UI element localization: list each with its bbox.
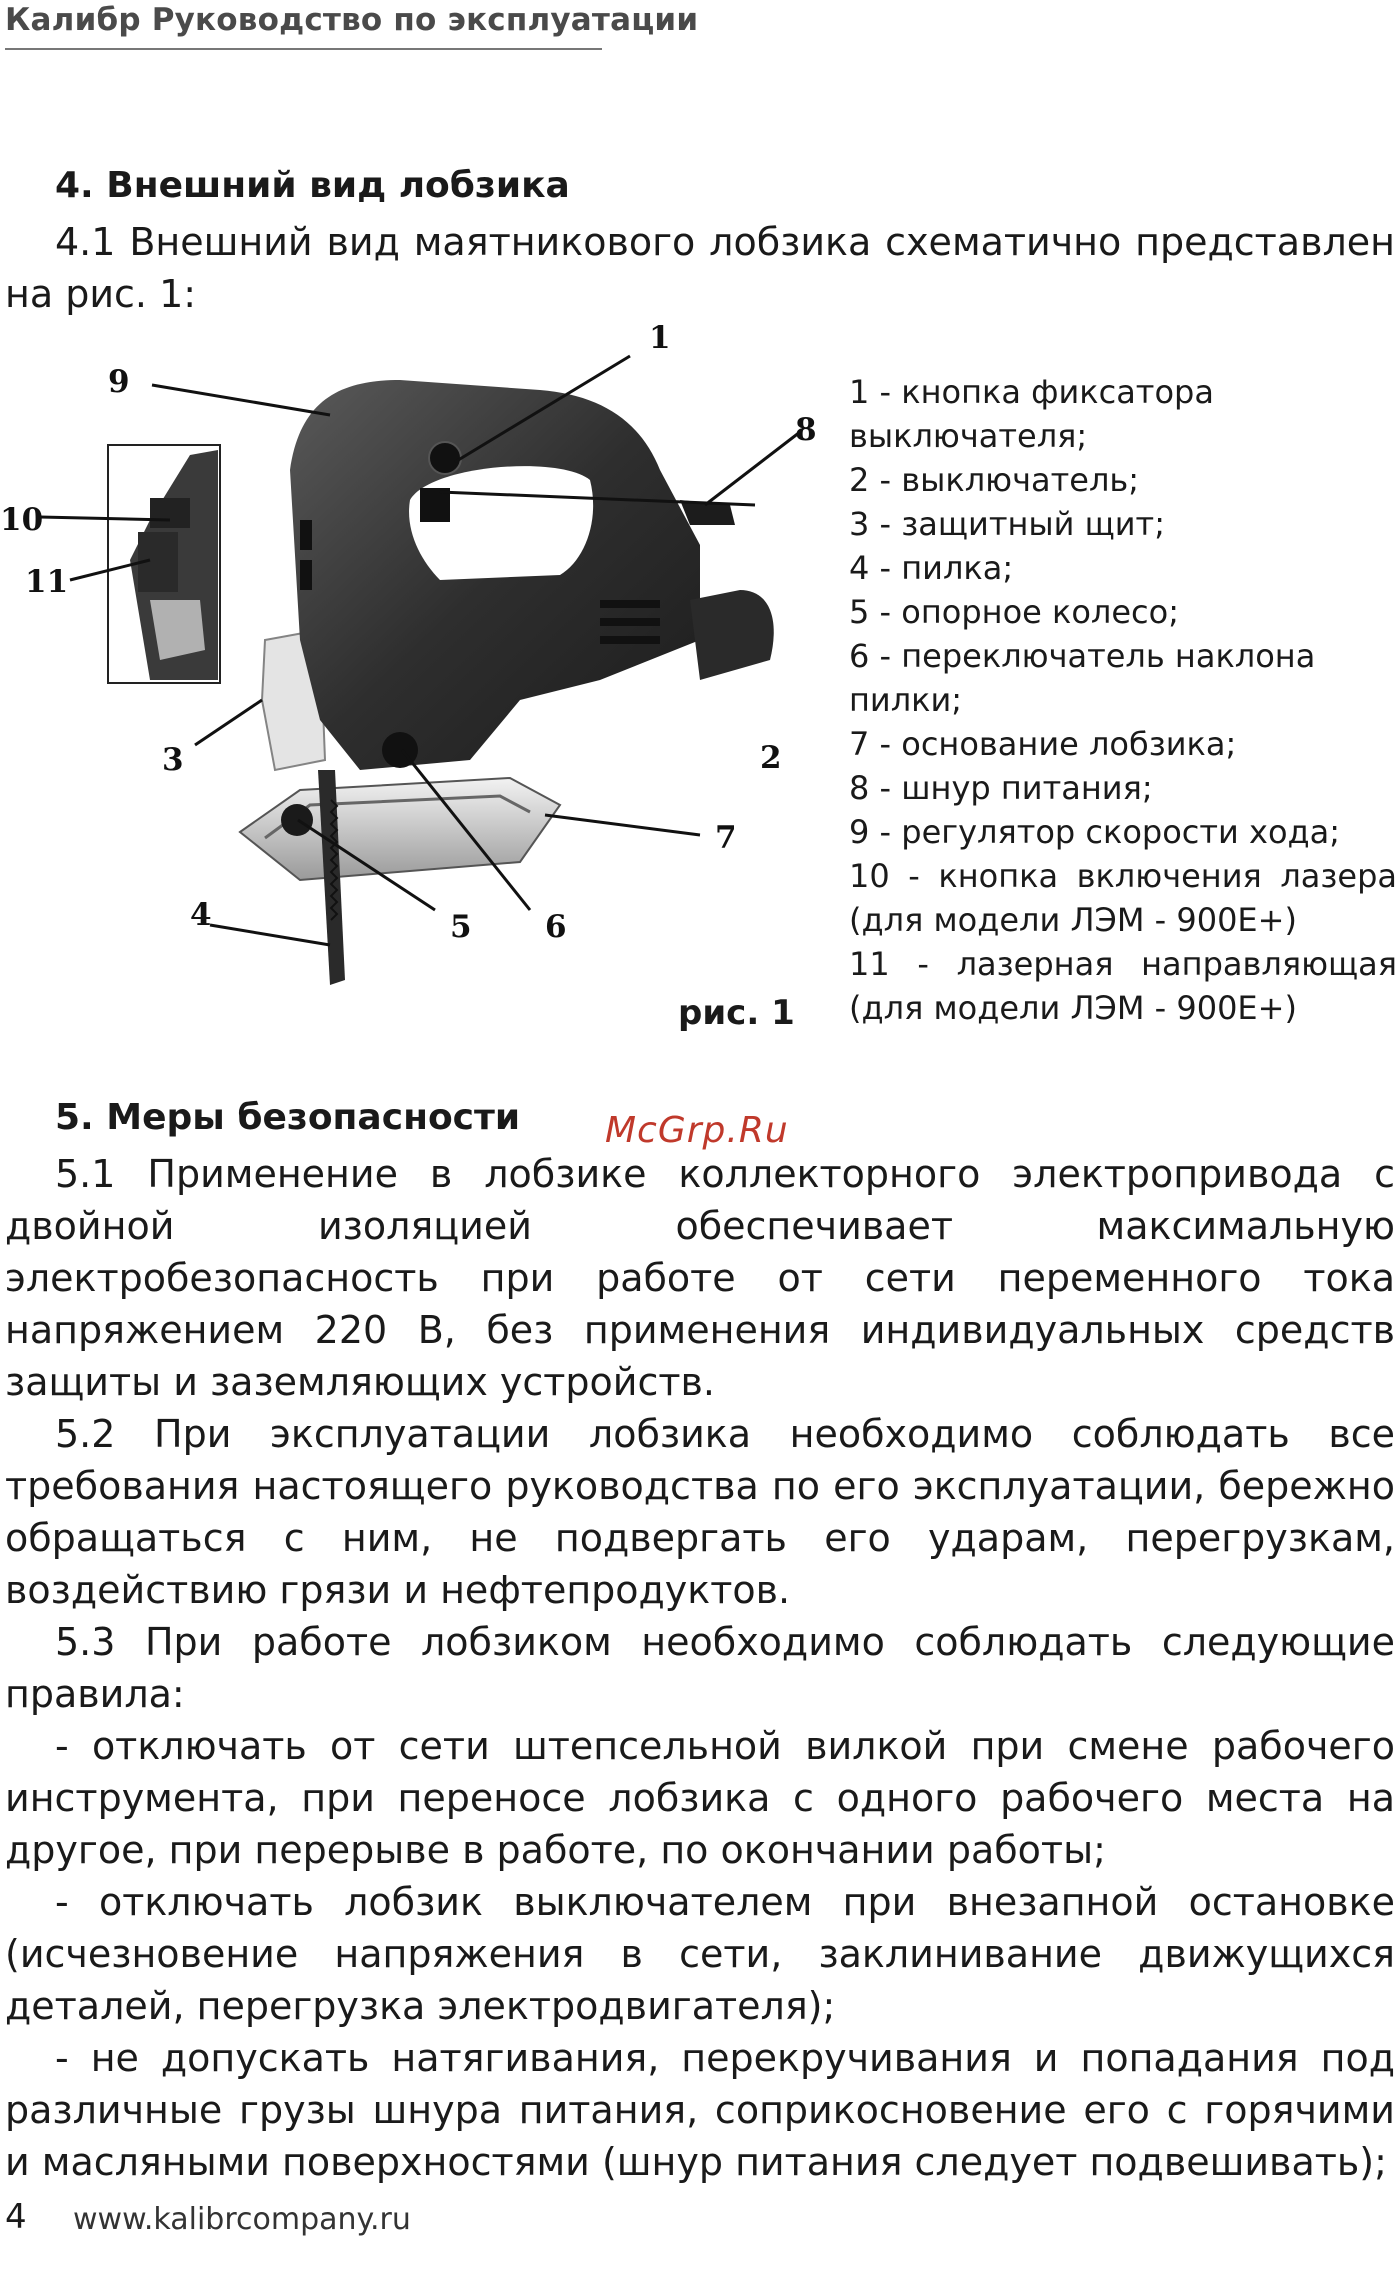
figure-caption: рис. 1 xyxy=(678,993,795,1033)
section-5-heading: 5. Меры безопасности xyxy=(55,1097,521,1138)
header-title: Калибр Руководство по эксплуатации xyxy=(5,2,699,38)
paragraph xyxy=(5,1408,1395,1616)
legend-item: 6 - переключатель наклона пилки; xyxy=(849,637,1316,719)
paragraph-text: 5.3 При работе лобзиком необходимо соблюдать следующие правила: xyxy=(5,1620,1395,1716)
callout-2: 2 xyxy=(760,740,782,776)
paragraph xyxy=(5,2032,1395,2188)
callout-6: 6 xyxy=(545,909,567,945)
laser-module-inset xyxy=(108,445,220,683)
callout-1: 1 xyxy=(649,320,671,356)
legend-item: 11 - лазерная направляющая (для модели ЛЭМ - 900Е+) xyxy=(849,945,1397,1027)
legend-item: 10 - кнопка включения лазера (для модели ЛЭМ - 900Е+) xyxy=(849,857,1397,939)
lock-button xyxy=(429,442,461,474)
paragraph-text: - не допускать натягивания, перекручивания и попадания под различные грузы шнура питания, соприкосновение его с горячими и масляными поверхностями (шнур питания следует подвешивать); xyxy=(5,2036,1395,2184)
callout-5: 5 xyxy=(450,909,472,945)
legend-item: 5 - опорное колесо; xyxy=(849,593,1179,631)
figure-legend xyxy=(849,370,1397,1030)
support-wheel xyxy=(281,804,313,836)
callout-10: 10 xyxy=(0,502,44,538)
callout-8: 8 xyxy=(795,412,817,448)
header-rule xyxy=(5,48,602,50)
paragraph-text: 5.1 Применение в лобзике коллекторного электропривода с двойной изоляцией обеспечивает максимальную электробезопасность при работе от сети переменного тока напряжением 220 В, без применения индивидуальных средств защиты и заземляющих устройств. xyxy=(5,1152,1395,1404)
callout-7: 7 xyxy=(715,820,737,856)
paragraph xyxy=(5,1876,1395,2032)
jigsaw-figure xyxy=(0,300,840,1000)
legend-item: 4 - пилка; xyxy=(849,549,1014,587)
para-4-1: 4.1 Внешний вид маятникового лобзика схематично представлен на рис. 1: xyxy=(5,220,1395,316)
footer-url[interactable]: www.kalibrcompany.ru xyxy=(73,2202,411,2237)
section-5-body xyxy=(5,1148,1395,2188)
dust-port xyxy=(690,590,774,680)
paragraph xyxy=(5,1148,1395,1408)
paragraph-text: 5.2 При эксплуатации лобзика необходимо соблюдать все требования настоящего руководства по его эксплуатации, бережно обращаться с ним, не подвергать его ударам, перегрузкам, воздействию грязи и нефтепродуктов. xyxy=(5,1412,1395,1612)
section-4-heading: 4. Внешний вид лобзика xyxy=(55,165,570,206)
watermark: McGrp.Ru xyxy=(605,1110,789,1151)
page-number: 4 xyxy=(5,2197,27,2237)
legend-item: 8 - шнур питания; xyxy=(849,769,1153,807)
legend-item: 9 - регулятор скорости хода; xyxy=(849,813,1341,851)
callout-11: 11 xyxy=(25,564,69,600)
callout-4: 4 xyxy=(190,897,212,933)
legend-item: 1 - кнопка фиксатора выключателя; xyxy=(849,373,1214,455)
paragraph-text: - отключать лобзик выключателем при внезапной остановке (исчезновение напряжения в сети, заклинивание движущихся деталей, перегрузка электродвигателя); xyxy=(5,1880,1395,2028)
legend-item: 2 - выключатель; xyxy=(849,461,1140,499)
paragraph xyxy=(5,1616,1395,1720)
handle-opening xyxy=(409,466,593,580)
callout-3: 3 xyxy=(162,742,184,778)
paragraph-text: - отключать от сети штепсельной вилкой при смене рабочего инструмента, при переносе лобзика с одного рабочего места на другое, при перерыве в работе, по окончании работы; xyxy=(5,1724,1395,1872)
callout-9: 9 xyxy=(108,364,130,400)
paragraph xyxy=(5,1720,1395,1876)
legend-item: 3 - защитный щит; xyxy=(849,505,1165,543)
legend-item: 7 - основание лобзика; xyxy=(849,725,1237,763)
